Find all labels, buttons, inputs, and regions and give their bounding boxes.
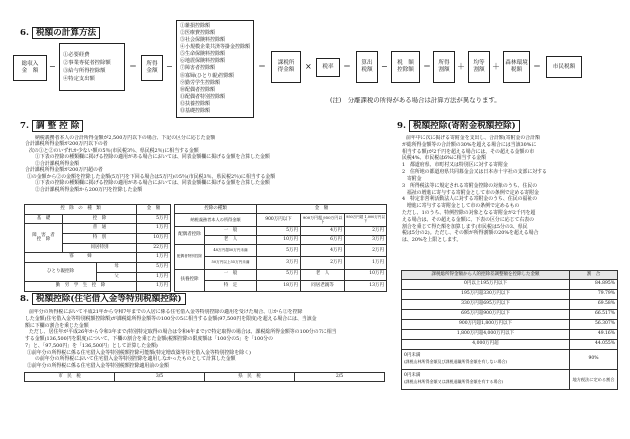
- section9-title: 9. 税額控除(寄附金税額控除): [397, 121, 520, 131]
- taxable-income-box: 課税所 得金額: [271, 51, 301, 83]
- tax-credit-box: 税 額 控除額: [391, 51, 420, 83]
- equals-sign: ＝: [533, 62, 541, 71]
- plus-sign: ＋: [457, 62, 465, 71]
- section8-title: 8. 税額控除(住宅借入金等特別税額控除): [20, 294, 186, 304]
- plus-sign: ＋: [492, 62, 500, 71]
- minus-sign: −: [166, 62, 173, 71]
- total-income-box: 総収入 金 額: [13, 55, 47, 81]
- equals-sign: ＝: [258, 62, 266, 71]
- donation-rate-table: 課税総所得金額から人的控除差調整額を控除した金額 割 合 0円以上195万円以下 84.895% 195万円超330万円以下 79.79% 330万円超695万円以下 69.58% 695万円超900万円以下 66.517% 900万円超1,800万円以下 56.307% 1,800万円超4,000万円以下 49.16% 4,000万円超 44.055% 0円未満 (課税山林所得金額及び課税退職所得金額を有しない場合) 90% 0円未満 (課税山林所得金額又は課税退職所得金額を有する場合) 地方税法に定める割合: [401, 270, 618, 390]
- equals-sign: ＝: [129, 62, 137, 71]
- calculated-tax-box: 算出 税額: [356, 51, 378, 83]
- income-box: 所得 金額: [141, 55, 163, 81]
- income-deductions-list: ①雑損控除額 ②医療費控除額 ③社会保険料控除額 ④小規模企業共済等掛金控除額 ⑤生命保険料控除額 ⑥地震保険料控除額 ⑦障害者控除額 ⑧寡婦(ひとり親)控除額 ⑨勤労学生控除額 ⑩配偶者控除額 ⑪配偶者特別控除額 ⑫扶養控除額 ⑬基礎控除額: [176, 20, 254, 118]
- minus-sign: −: [49, 62, 56, 71]
- tax-rate-box: 税率: [316, 58, 340, 77]
- adjustment-table-right: 控除の種類 金 額 納税義務者本人の所得金額 900万円以下 900万円超 950万円以下 950万円超 1,000万円以下 配偶者控除 一 般 5万円 4万円 2万円 老 人 10万円 6万円 3万円 配偶者特別控除 48万円超50万円未満 5万円 4万円 2万円 50万円以上55万円未満 3万円 2万円 1万円 扶養控除 一 般 5万円 老 人 10万円 特 定 18万円 同居老親等 13万円: [174, 204, 387, 292]
- municipal-tax-box: 市民税額: [546, 56, 582, 78]
- section9-text: 前年中に次に掲げる寄附金を支出し、合計額(寄附金の合計額 が総所得金額等の合計額の30%を超える場合には当該30%に 相当する額)が2千円を超える場合には、その超える金額の市 民税4%、市民税は6%に相当する金額 1 都道府県、市町村又は特別区に対する寄附金 2 住所地の都道府県共同募金会又は日本赤十字社の支部に対する 寄附金 3 所得税法等に規定される寄附金控除の対象のうち、住民の 福祉の増進に寄与する寄附金として市の条例で定める寄附金 4 特定非営利活動法人に対する寄附金のうち、住民の福祉の 増進に寄与する寄附金として市の条例で定めるもの ただし、1のうち、特例控除の対象となる寄附金が2千円を超 える場合は、その超える金額に、下表の区分に応じて右表の 割合を乗じて得た額を加算します(市民税は5分の3、県民 税は5分の2)。ただし、その額が所得割額の20%を超える場合 は、20%を上限とします。: [402, 135, 547, 244]
- adjustment-table-left: 控 除 の 種 類 金 額 基 礎 控 除 5万円 障 害 者 控 除 普 通 1万円 特 別 10万円 同居特別 22万円 寡 婦 1万円 ひとり親控除 母 5万円 父 1万円 勤 労 学 生 控 除 1万円: [24, 204, 171, 292]
- forest-tax-box: 森林環境 税額: [503, 51, 530, 83]
- equals-sign: ＝: [423, 62, 431, 71]
- per-capita-levy-box: 均等 割額: [468, 51, 490, 83]
- section7-text: 納税義務者本人の合計所得金額が2,500万円以下の場合、下記の区分に応じた金額 合計課税所得金額が200万円以下の者 次の①と②のいずれか少ない額の5％(市民税3％、県民税2％)に相当する金額 ①下表の控除の種類欄に掲げる控除の適用がある場合においては、同表金額欄に掲げる金額を合算した金額 ②合計課税所得金額 合計課税所得金額が200万円超の者 ①の金額から②の金額を控除した金額(5万円を下回る場合は5万円)の5％(市民税3％、県民税2％)に相当する金額 ①下表の控除の種類欄に掲げる控除の適用がある場合においては、同表金額欄に掲げる金額を合算した金額 ②合計課税所得金額から200万円を控除した金額: [25, 135, 276, 193]
- minus-sign: −: [381, 62, 388, 71]
- note: (注) 分離課税の所得がある場合は計算方法が異なります。: [330, 97, 501, 104]
- equals-sign: ＝: [343, 62, 351, 71]
- section7-title: 7. 調 整 控 除: [20, 121, 83, 131]
- times-sign: ×: [305, 62, 312, 71]
- section6-title: 6. 税額の計算方法: [20, 28, 100, 38]
- ratio-table: 市 民 税 3/5 県 民 税 2/5: [24, 372, 385, 382]
- income-levy-box: 所得 割額: [433, 51, 455, 83]
- deductions-box: ①必要経費 ②事業専従者控除額 ③給与所得控除額 ④特定支出額: [59, 43, 125, 91]
- section8-text: 前年分の所得税において平成21年から令和7年までの入居に係る住宅借入金等特別控除の適用を受けた場合、①から②を控除 した金額(住宅借入金等特別税額控除額)が課税総所得金額等の100分の5に相当する金額(97,500円を限度)を超える場合には、当該金 額に下欄の割合を乗じた金額 ただし、居住年が平成26年から令和3年まで(特別特定取得の場合は令和4年まで)で特定取得の場合は、課税総所得金額等の100分の7に相当 する金額(136,500円を限度)について、下欄の割合を乗じた金額(税額控除の限度額は「100分の5」を「100分の 7」と、「97,500円」を「136,500円」として計算した金額) ①前年分の所得税に係る住宅借入金等特別税額控除可能額(特定増改築等住宅借入金等特別控除を除く) の前年分の所得税において住宅借入金等特別控除を適用しなかったものとして計算した金額 ②前年分の所得税に係る住宅借入金等特別税額控除適用前の金額: [25, 309, 337, 370]
